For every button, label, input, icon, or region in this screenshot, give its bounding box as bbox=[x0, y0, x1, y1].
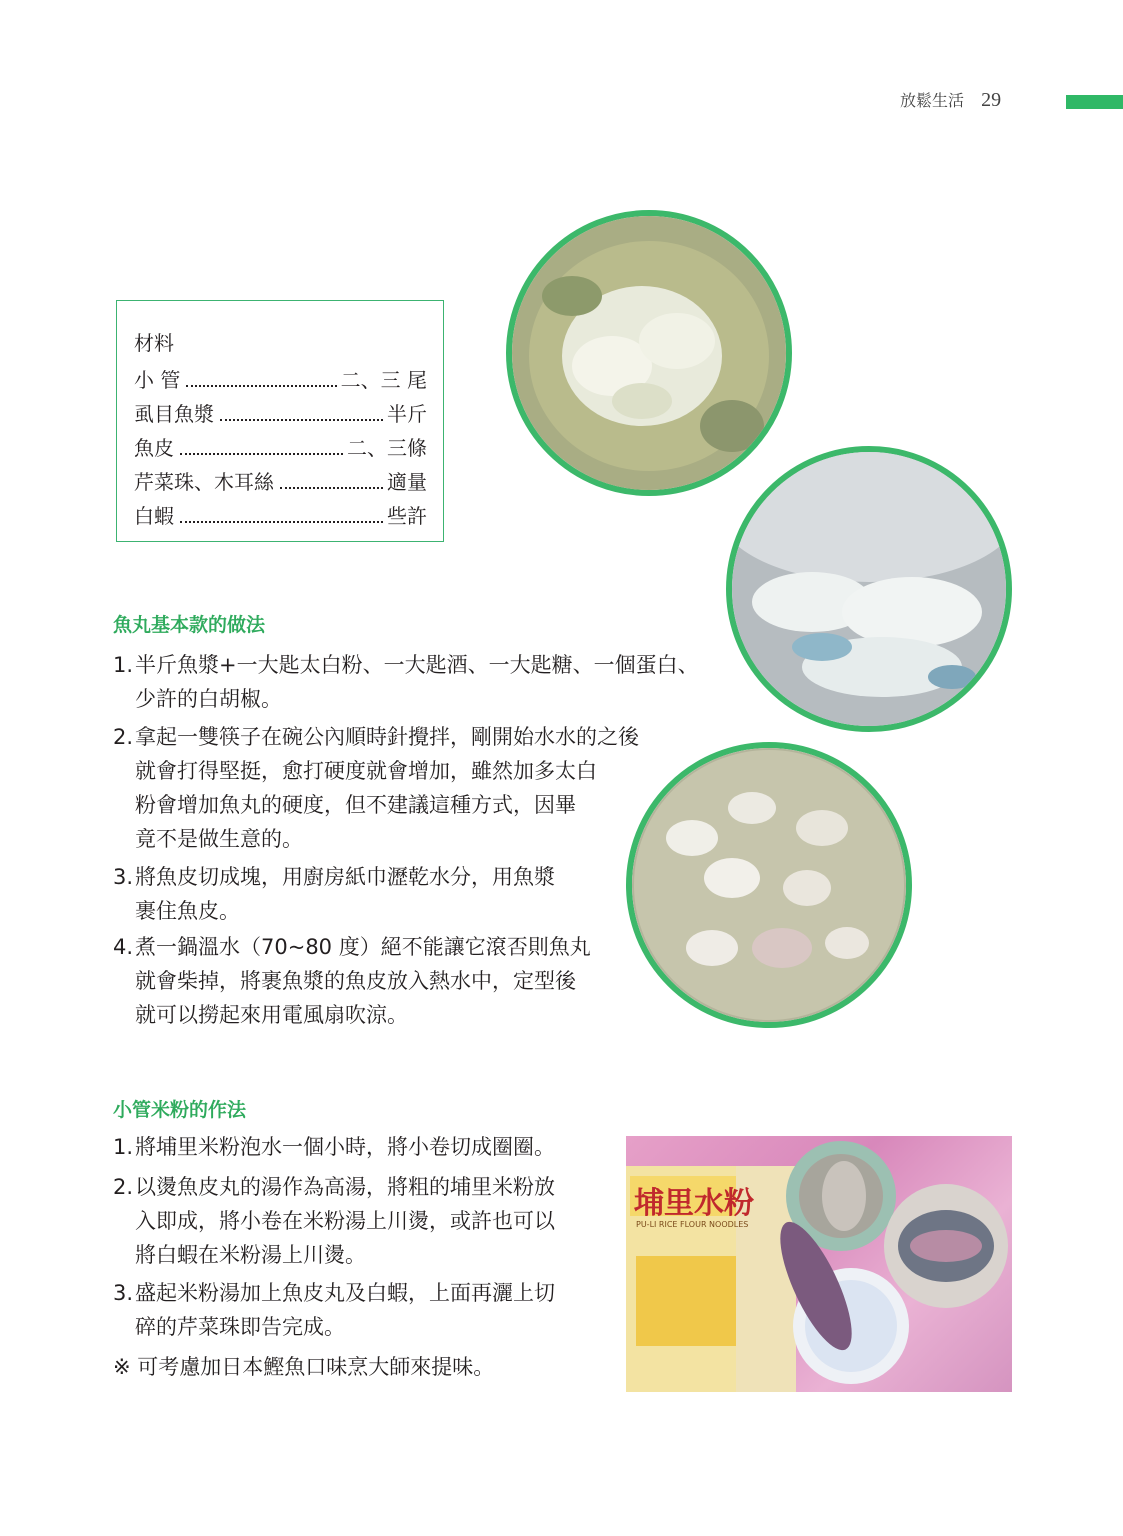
ingredient-amount: 適量 bbox=[387, 470, 427, 494]
leader-dots bbox=[186, 385, 336, 387]
step-item bbox=[113, 720, 639, 856]
step-line: 粉會增加魚丸的硬度，但不建議這種方式，因畢 bbox=[135, 793, 576, 817]
fish-paste-illustration bbox=[512, 216, 786, 490]
leader-dots bbox=[220, 419, 383, 421]
fish-balls-illustration bbox=[632, 748, 906, 1022]
section-name: 放鬆生活 bbox=[900, 91, 965, 110]
step-line: 入即成，將小卷在米粉湯上川燙，或許也可以 bbox=[135, 1209, 555, 1233]
ingredient-amount: 二、三 尾 bbox=[340, 368, 427, 392]
noodle-english-label: PU-LI RICE FLOUR NOODLES bbox=[636, 1220, 749, 1229]
ingredients-box bbox=[116, 300, 444, 542]
ingredient-amount: 二、三條 bbox=[347, 436, 427, 460]
step-line: 竟不是做生意的。 bbox=[135, 827, 303, 851]
step-line: 將白蝦在米粉湯上川燙。 bbox=[135, 1243, 366, 1267]
ingredient-row bbox=[134, 364, 427, 398]
step-item bbox=[113, 1170, 555, 1272]
step-item bbox=[113, 648, 699, 716]
ingredients-illustration bbox=[626, 1136, 1012, 1392]
running-header bbox=[900, 88, 1001, 112]
ingredient-name: 芹菜珠、木耳絲 bbox=[134, 470, 274, 494]
photo-ingredients-table bbox=[626, 1136, 1012, 1392]
step-line: 就會柴掉，將裹魚漿的魚皮放入熱水中，定型後 bbox=[135, 969, 576, 993]
step-number: 3. bbox=[113, 865, 134, 889]
step-line: 少許的白胡椒。 bbox=[135, 687, 282, 711]
header-green-bar bbox=[1066, 95, 1123, 109]
photo-fish-paste-close bbox=[726, 446, 1012, 732]
ingredient-row bbox=[134, 398, 427, 432]
step-line: 將埔里米粉泡水一個小時，將小卷切成圈圈。 bbox=[135, 1135, 555, 1159]
step-item bbox=[113, 1276, 555, 1344]
step-line: 半斤魚漿+一大匙太白粉、一大匙酒、一大匙糖、一個蛋白、 bbox=[135, 653, 699, 677]
step-line: 以燙魚皮丸的湯作為高湯，將粗的埔里米粉放 bbox=[135, 1175, 555, 1199]
step-number: 2. bbox=[113, 725, 134, 749]
leader-dots bbox=[280, 487, 383, 489]
leader-dots bbox=[180, 521, 383, 523]
ingredient-amount: 些許 bbox=[387, 504, 427, 528]
step-item bbox=[113, 1130, 555, 1164]
step-number: 2. bbox=[113, 1175, 134, 1199]
step-line: 拿起一雙筷子在碗公內順時針攪拌，剛開始水水的之後 bbox=[135, 725, 639, 749]
step-line: 就可以撈起來用電風扇吹涼。 bbox=[135, 1003, 408, 1027]
photo-fish-paste-bowl bbox=[506, 210, 792, 496]
step-line: 將魚皮切成塊，用廚房紙巾瀝乾水分，用魚漿 bbox=[135, 865, 555, 889]
step-number: 4. bbox=[113, 935, 134, 959]
step-number: 1. bbox=[113, 653, 134, 677]
step-item bbox=[113, 930, 591, 1032]
step-number: 3. bbox=[113, 1281, 134, 1305]
section-title-squid-noodles: 小管米粉的作法 bbox=[113, 1099, 247, 1121]
section-title-fish-balls: 魚丸基本款的做法 bbox=[113, 614, 266, 636]
step-item bbox=[113, 860, 555, 928]
ingredients-title: 材料 bbox=[134, 331, 174, 355]
step-line: 碎的芹菜珠即告完成。 bbox=[135, 1315, 345, 1339]
ingredient-row bbox=[134, 432, 427, 466]
fish-paste-close-illustration bbox=[732, 452, 1006, 726]
step-line: 煮一鍋溫水（70~80 度）絕不能讓它滾否則魚丸 bbox=[135, 935, 591, 959]
ingredient-row bbox=[134, 500, 427, 534]
ingredient-name: 白蝦 bbox=[134, 504, 174, 528]
ingredient-name: 虱目魚漿 bbox=[134, 402, 214, 426]
step-number: 1. bbox=[113, 1135, 134, 1159]
step-line: 盛起米粉湯加上魚皮丸及白蝦，上面再灑上切 bbox=[135, 1281, 555, 1305]
ingredient-name: 魚皮 bbox=[134, 436, 174, 460]
step-line: 裹住魚皮。 bbox=[135, 899, 240, 923]
photo-fish-balls-water bbox=[626, 742, 912, 1028]
ingredient-row bbox=[134, 466, 427, 500]
step-line: 就會打得堅挺，愈打硬度就會增加，雖然加多太白 bbox=[135, 759, 597, 783]
ingredient-amount: 半斤 bbox=[387, 402, 427, 426]
ingredient-name: 小 管 bbox=[134, 368, 181, 392]
page-number: 29 bbox=[981, 89, 1002, 111]
noodle-brand-label: 埔里水粉 bbox=[634, 1186, 754, 1221]
tip-note: ※ 可考慮加日本鰹魚口味烹大師來提味。 bbox=[113, 1355, 495, 1379]
leader-dots bbox=[180, 453, 343, 455]
